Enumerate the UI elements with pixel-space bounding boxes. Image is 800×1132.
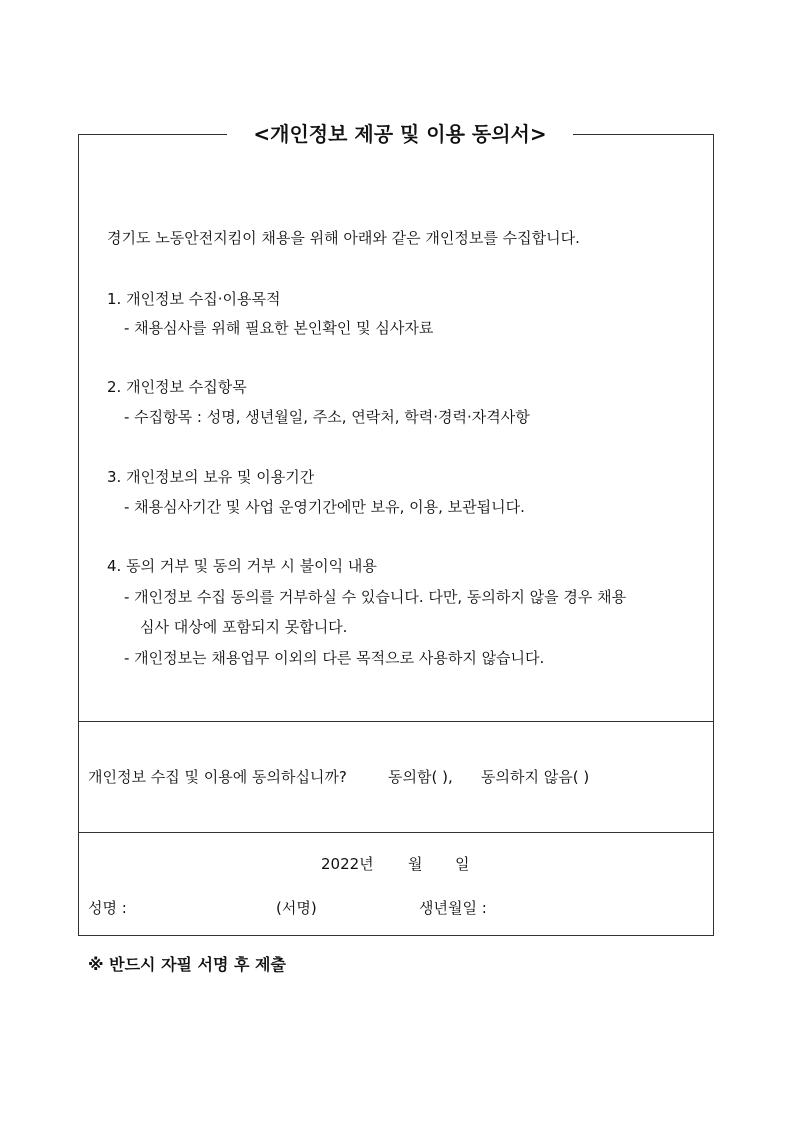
section-4-line: - 개인정보 수집 동의를 거부하실 수 있습니다. 다만, 동의하지 않을 경우 채용 [124,588,627,606]
consent-disagree-option[interactable]: 동의하지 않음( ) [481,768,590,786]
birth-date-label: 생년월일 : [419,899,487,917]
section-4-line: - 개인정보는 채용업무 이외의 다른 목적으로 사용하지 않습니다. [124,649,545,667]
document-title: <개인정보 제공 및 이용 동의서> [0,118,800,150]
consent-form-box [78,134,714,936]
date-month: 월 [408,855,423,873]
section-2-line: - 수집항목 : 성명, 생년월일, 주소, 연락처, 학력·경력·자격사항 [124,408,530,426]
section-4-heading: 4. 동의 거부 및 동의 거부 시 불이익 내용 [107,557,377,575]
section-1-heading: 1. 개인정보 수집·이용목적 [107,290,281,308]
section-3-line: - 채용심사기간 및 사업 운영기간에만 보유, 이용, 보관됩니다. [124,498,525,516]
footer-notice: ※ 반드시 자필 서명 후 제출 [88,955,286,974]
section-4-line: 심사 대상에 포함되지 못합니다. [140,618,348,636]
name-label: 성명 : [88,899,127,917]
section-divider [79,721,713,722]
date-day: 일 [455,855,470,873]
consent-question: 개인정보 수집 및 이용에 동의하십니까? [88,768,347,786]
section-divider [79,832,713,833]
section-2-heading: 2. 개인정보 수집항목 [107,378,247,396]
signature-label: (서명) [276,899,317,917]
consent-agree-option[interactable]: 동의함( ), [388,768,453,786]
intro-text: 경기도 노동안전지킴이 채용을 위해 아래와 같은 개인정보를 수집합니다. [107,229,580,247]
date-year: 2022년 [321,855,374,873]
section-3-heading: 3. 개인정보의 보유 및 이용기간 [107,468,315,486]
section-1-line: - 채용심사를 위해 필요한 본인확인 및 심사자료 [124,319,434,337]
